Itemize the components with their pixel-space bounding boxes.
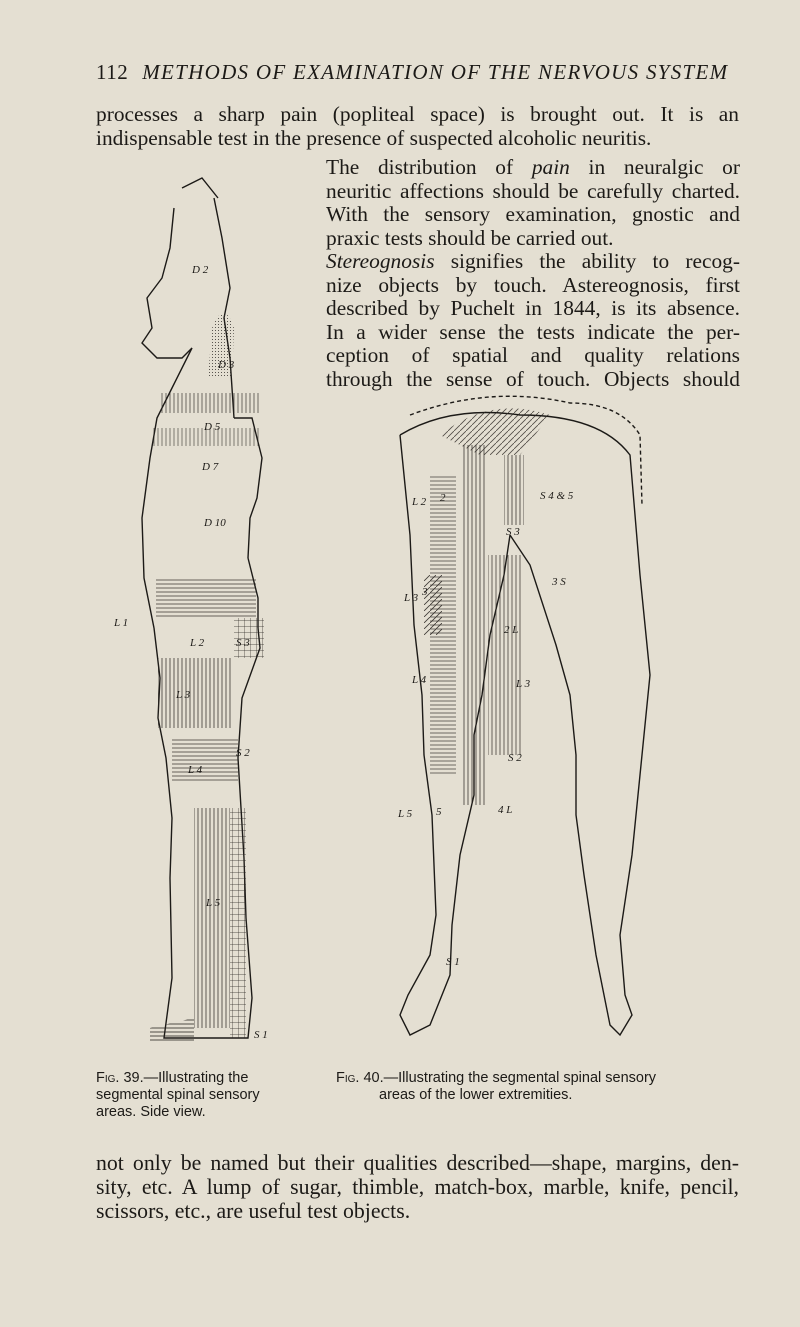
figure-39-diagram (112, 158, 282, 1058)
label-l5: L 5 (206, 897, 221, 909)
figure-40-diagram (370, 395, 660, 1055)
label-d5: D 5 (204, 421, 221, 433)
label-s2: S 2 (508, 752, 522, 764)
label-4l: 4 L (498, 804, 513, 816)
text-line: described by Puchelt in 1844, is its absence. (326, 296, 740, 320)
label-s1: S 1 (254, 1029, 268, 1041)
text-line: not only be named but their qualities described—shape, margins, den- (96, 1151, 739, 1175)
paragraph-2 (326, 156, 740, 391)
caption-line (336, 1070, 756, 1087)
caption-line: areas of the lower extremities. (379, 1087, 573, 1103)
label-3s: 3 S (552, 576, 566, 588)
running-title: METHODS OF EXAMINATION OF THE NERVOUS SYSTEM (142, 60, 729, 84)
label-l1: L 1 (114, 617, 129, 629)
label-s1: S 1 (446, 956, 460, 968)
label-d3: D 3 (218, 359, 235, 371)
text-line (326, 250, 740, 274)
text-fragment: in neuralgic or (569, 155, 740, 179)
label-d7: D 7 (202, 461, 219, 473)
text-line: nize objects by touch. Astereognosis, first (326, 272, 740, 297)
label-2: 2 (440, 492, 446, 504)
text-line: indispensable test in the presence of suspected alcoholic neuritis. (96, 125, 652, 150)
label-d2: D 2 (192, 264, 209, 276)
paragraph-3 (96, 1151, 739, 1223)
label-l5: L 5 (398, 808, 413, 820)
label-l3: L 3 (404, 592, 419, 604)
text-fragment: signifies the ability to recog- (434, 249, 740, 273)
label-s2: S 2 (236, 747, 250, 759)
emphasis-stereognosis: Stereognosis (326, 249, 435, 273)
text-line: With the sensory examination, gnostic and (326, 202, 740, 226)
label-3: 3 (422, 586, 428, 598)
running-head (96, 60, 736, 85)
paragraph-1 (96, 103, 739, 150)
text-line: neuritic affections should be carefully charted. (326, 178, 740, 203)
caption-line (96, 1070, 316, 1087)
text-line: In a wider sense the tests indicate the per- (326, 319, 740, 344)
text-line: praxic tests should be carried out. (326, 225, 614, 250)
page-number: 112 (96, 60, 129, 84)
text-line: through the sense of touch. Objects should (326, 366, 740, 391)
caption-figure-number: Fig. 39. (96, 1070, 144, 1086)
label-5: 5 (436, 806, 442, 818)
emphasis-pain: pain (531, 155, 570, 179)
label-s3: S 3 (506, 526, 520, 538)
label-s3: S 3 (236, 637, 250, 649)
label-l3: L 3 (176, 689, 191, 701)
label-l2: L 2 (412, 496, 427, 508)
text-line: scissors, etc., are useful test objects. (96, 1199, 411, 1223)
label-s4-5: S 4 & 5 (540, 490, 574, 502)
label-l4: L 4 (412, 674, 427, 686)
caption-line: areas. Side view. (96, 1104, 206, 1120)
figure-40-caption (336, 1070, 756, 1104)
text-line: sity, etc. A lump of sugar, thimble, match-box, marble, knife, pencil, (96, 1175, 739, 1199)
text-fragment: The distribution of (326, 155, 532, 179)
caption-text: —Illustrating the segmental spinal sensory (383, 1070, 657, 1086)
label-l3-right: L 3 (516, 678, 531, 690)
text-line: ception of spatial and quality relations (326, 343, 740, 367)
caption-text: —Illustrating the (143, 1070, 249, 1086)
label-l4: L 4 (188, 764, 203, 776)
label-2l: 2 L (504, 624, 519, 636)
figure-39-caption (96, 1070, 316, 1121)
text-line (326, 156, 740, 180)
caption-line: segmental spinal sensory (96, 1087, 260, 1103)
label-d10: D 10 (204, 517, 226, 529)
caption-figure-number: Fig. 40. (336, 1070, 384, 1086)
text-line: processes a sharp pain (popliteal space) is brought out. It is an (96, 102, 739, 126)
label-l2: L 2 (190, 637, 205, 649)
